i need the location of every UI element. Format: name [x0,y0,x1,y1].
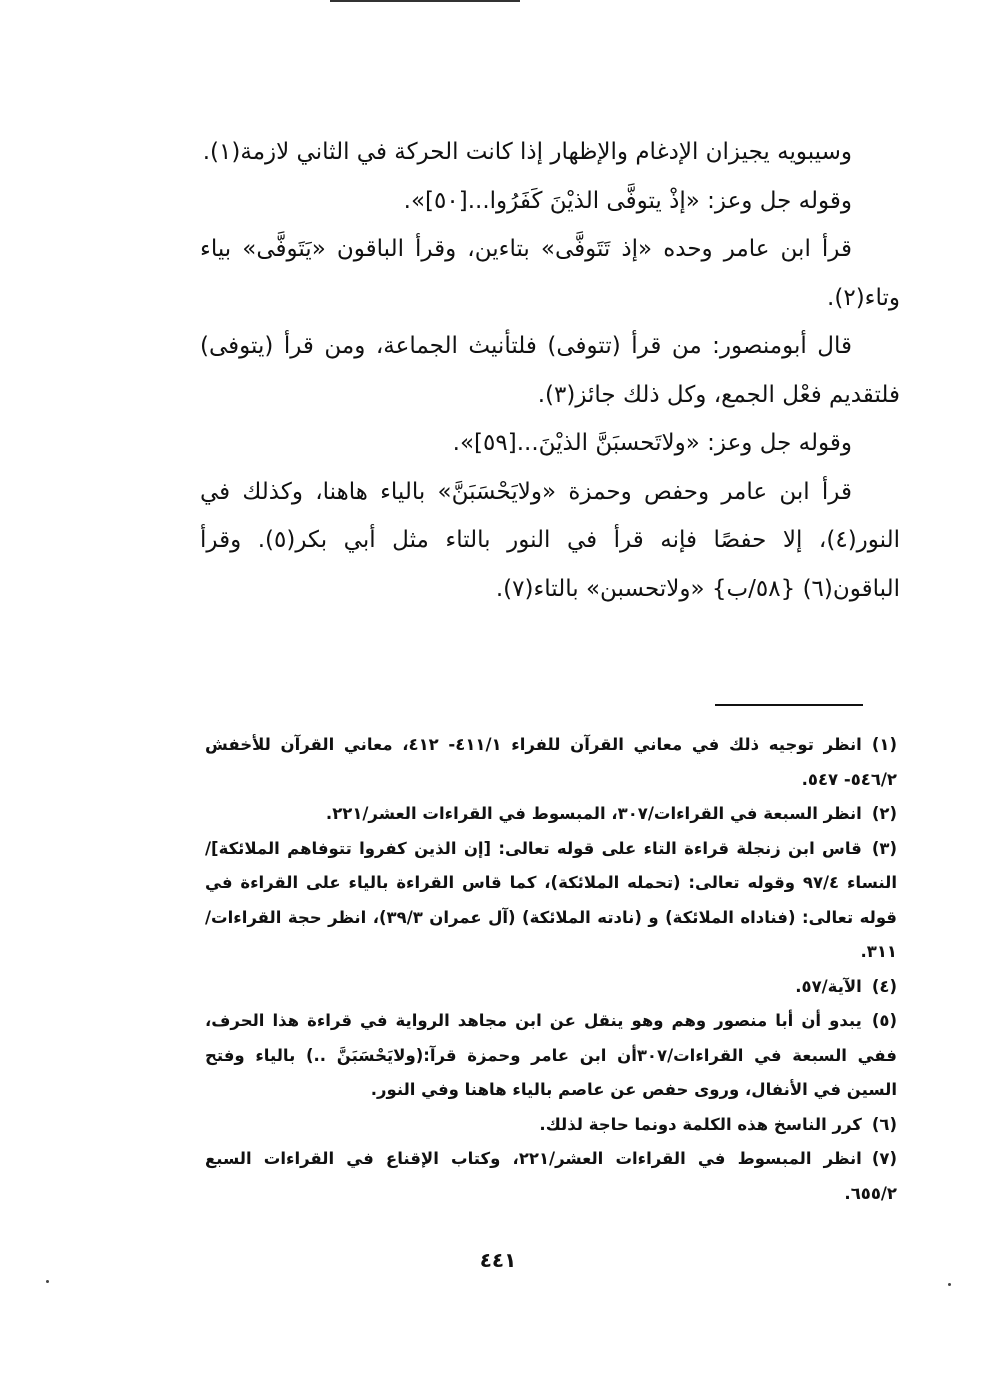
top-border-line [330,0,520,2]
footnote-4 [205,970,897,1005]
scan-speck [948,1283,951,1286]
paragraph-4: قرأ ابن عامر وحفص وحمزة «ولايَحْسَبَنَّ» بالياء هاهنا، وكذلك في النور(٤)، إلا حفصًا فإنه قرأ في النور بالتاء مثل أبي بكر(٥). وقرأ الباقون(٦) {٥٨/ب} «ولاتحسبن» بالتاء(٧). [200,478,901,602]
footnote-text: قاس ابن زنجلة قراءة التاء على قوله تعالى: [إن الذين كفروا تتوفاهم الملائكة]/النساء ٩٧/٤ وقوله تعالى: (تحمله الملائكة)، كما قاس القراءة بالياء على القراءة في قوله تعالى: (فناداه الملائكة) و (نادته الملائكة) (آل عمران ٣٩/٣)، انظر حجة القراءات/٣١١. [205,838,897,961]
footnote-number: (٧) [871,1149,898,1168]
footnote-number: (٣) [871,838,897,858]
footnote-number: (٤) [871,976,897,996]
footnote-text: يبدو أن أبا منصور وهم وهو ينقل عن ابن مجاهد الرواية في قراءة هذا الحرف، ففي السبعة في القراءات/٣٠٧أن ابن عامر وحمزة قرآ:(ولايَحْسَبَنَّ ..) بالياء وفتح السين في الأنفال، وروى حفص عن عاصم بالياء هاهنا وفي النور. [205,1011,897,1099]
footnote-1 [205,728,897,797]
footnote-5 [205,1004,897,1108]
footnote-6 [205,1108,897,1143]
footnote-text: كرر الناسخ هذه الكلمة دونما حاجة لذلك. [539,1114,862,1134]
footnote-text: الآية/٥٧. [795,976,862,996]
page-number: ٤٤١ [479,1248,517,1272]
footnote-text: انظر توجيه ذلك في معاني القرآن للفراء ٤١١/١- ٤١٢، معاني القرآن للأخفش ٥٤٦/٢- ٥٤٧. [205,735,897,789]
footnote-number: (٢) [871,804,897,823]
footnote-text: انظر المبسوط في القراءات العشر/٢٢١، وكتاب الإقناع في القراءات السبع ٦٥٥/٢. [205,1149,897,1203]
footnote-2 [205,797,897,832]
footnote-text: انظر السبعة في القراءات/٣٠٧، المبسوط في القراءات العشر/٢٢١. [325,804,862,823]
footnote-separator [715,704,863,706]
footnote-number: (٥) [871,1011,897,1030]
main-text [200,128,900,613]
paragraph-2: قرأ ابن عامر وحده «إذ تَتَوفَّى» بتاءين، وقرأ الباقون «يَتَوفَّى» بياء وتاء(٢). [200,236,900,311]
footnote-number: (١) [871,735,897,754]
verse-citation-1: وقوله جل وعز: «إذْ يتوفَّى الذيْنَ كَفَرُوا...[٥٠]». [403,187,852,214]
verse-citation-2: وقوله جل وعز: «ولاتَحسبَنَّ الذيْنَ...[٥٩]». [452,430,852,456]
footnote-3 [205,832,897,970]
paragraph-1: وسيبويه يجيزان الإدغام والإظهار إذا كانت الحركة في الثاني لازمة(١). [202,139,852,165]
footnote-number: (٦) [871,1114,897,1134]
footnote-7 [205,1142,897,1211]
scan-speck [46,1280,49,1283]
footnotes [205,728,897,1211]
paragraph-3: قال أبومنصور: من قرأ (تتوفى) فلتأنيث الجماعة، ومن قرأ (يتوفى) فلتقديم فعْل الجمع، وكل ذلك جائز(٣). [200,333,900,408]
